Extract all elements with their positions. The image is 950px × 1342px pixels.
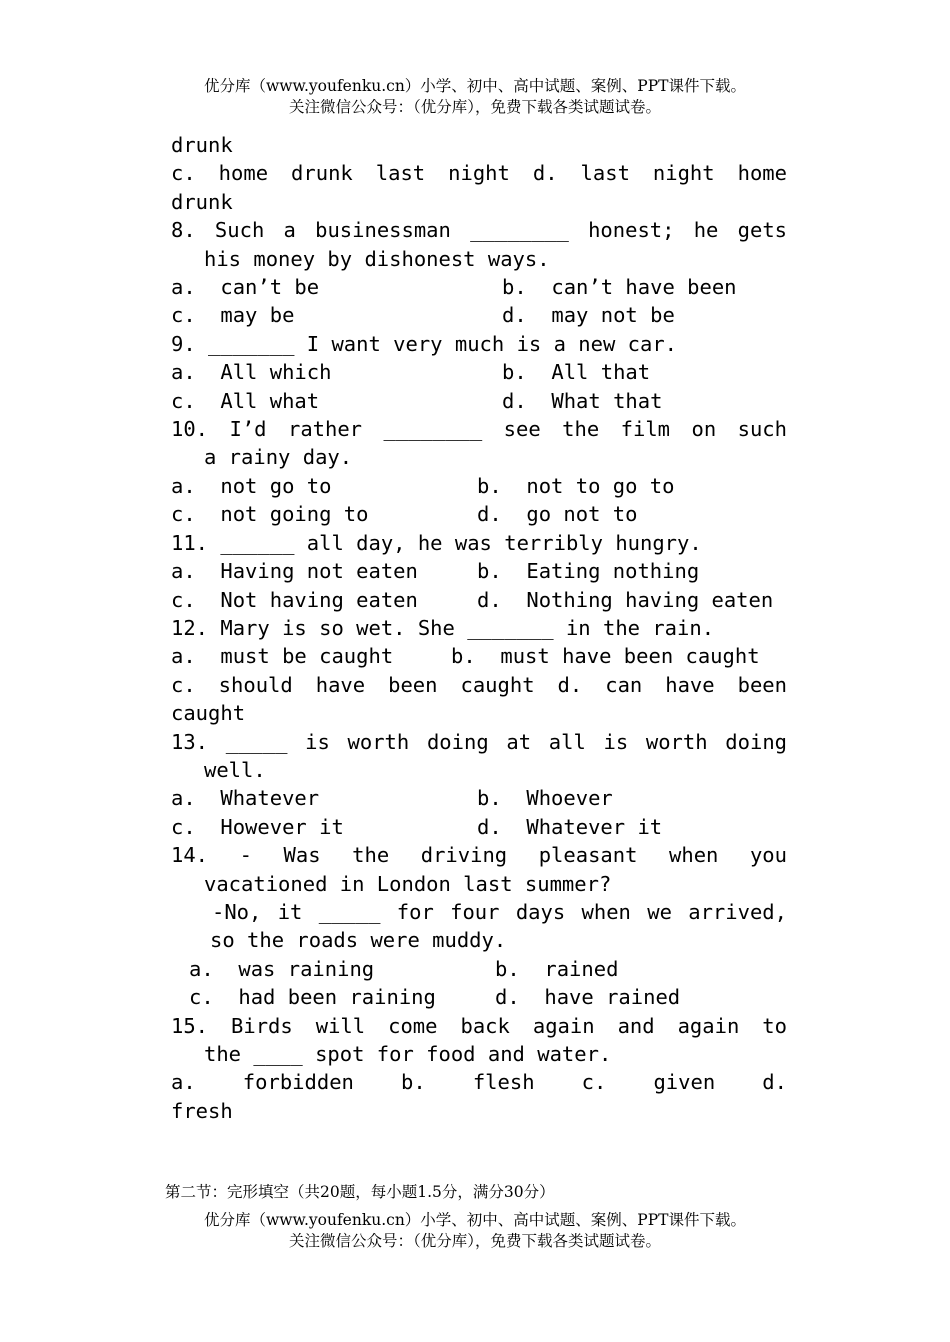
option-a: a. All which	[171, 360, 332, 385]
option-row	[171, 472, 787, 500]
option-c: c. not going to	[171, 502, 369, 527]
option-row	[171, 557, 787, 585]
option-c: c. may be	[171, 303, 295, 328]
question-14-answer: -No, it _____ for four days when we arrived,	[212, 899, 787, 924]
option-d: d. may not be	[502, 303, 675, 328]
question-10: 10. I’d rather ________ see the film on such	[171, 417, 787, 442]
option-a: a. Whatever	[171, 786, 320, 811]
option-a: a. Having not eaten	[171, 559, 418, 584]
option-row	[171, 784, 787, 812]
question-14: 14. - Was the driving pleasant when you	[171, 843, 787, 868]
option-c: c. However it	[171, 814, 344, 839]
text-line: caught	[171, 701, 246, 726]
option-c: c. had been raining	[189, 985, 436, 1010]
question-10-cont: a rainy day.	[204, 445, 353, 470]
question-13: 13. _____ is worth doing at all is worth doing	[171, 729, 787, 754]
option-row	[171, 642, 787, 670]
question-8-cont: his money by dishonest ways.	[204, 246, 550, 271]
text-line: drunk	[171, 133, 233, 157]
option-row	[171, 500, 787, 528]
question-14-cont: vacationed in London last summer?	[204, 871, 612, 896]
question-11: 11. ______ all day, he was terribly hungry.	[171, 530, 702, 555]
option-d: d. have rained	[495, 985, 681, 1010]
option-line: c. home drunk last night d. last night home	[171, 161, 787, 186]
footer-line-1: 优分库（www.youfenku.cn）小学、初中、高中试题、案例、PPT课件下载。	[203, 1211, 747, 1229]
option-c: c. Not having eaten	[171, 587, 418, 612]
option-line: a. forbidden b. flesh c. given d.	[171, 1070, 787, 1095]
text-line: drunk	[171, 189, 233, 214]
question-13-cont: well.	[204, 757, 266, 782]
page-header	[0, 76, 950, 118]
header-line-2: 关注微信公众号：（优分库），免费下载各类试题试卷。	[288, 98, 661, 116]
option-d: d. What that	[502, 388, 663, 413]
header-line-1: 优分库（www.youfenku.cn）小学、初中、高中试题、案例、PPT课件下载。	[203, 77, 747, 95]
option-b: b. Whoever	[477, 786, 613, 811]
question-12: 12. Mary is so wet. She _______ in the rain.	[171, 615, 715, 640]
option-row	[171, 955, 787, 983]
option-b: b. All that	[502, 360, 651, 385]
option-row	[171, 983, 787, 1011]
option-b: b. rained	[495, 956, 619, 981]
text-line: fresh	[171, 1098, 233, 1123]
question-14-answer-cont: so the roads were muddy.	[210, 928, 507, 953]
question-list	[171, 131, 787, 1125]
option-b: b. must have been caught	[451, 644, 760, 669]
question-15: 15. Birds will come back again and again to	[171, 1013, 787, 1038]
option-b: b. can’t have been	[502, 275, 737, 300]
option-b: b. not to go to	[477, 473, 675, 498]
option-a: a. not go to	[171, 473, 332, 498]
option-a: a. was raining	[189, 956, 375, 981]
section-heading: 第二节：完形填空（共20题，每小题1.5分，满分30分）	[165, 1183, 555, 1201]
question-8: 8. Such a businessman ________ honest; he gets	[171, 218, 787, 243]
page-footer	[0, 1210, 950, 1252]
option-a: a. must be caught	[171, 644, 394, 669]
option-b: b. Eating nothing	[477, 559, 700, 584]
option-row	[171, 301, 787, 329]
question-15-cont: the ____ spot for food and water.	[204, 1042, 612, 1066]
option-row	[171, 273, 787, 301]
footer-line-2: 关注微信公众号：（优分库），免费下载各类试题试卷。	[288, 1232, 661, 1250]
option-d: d. Nothing having eaten	[477, 587, 774, 612]
option-row	[171, 586, 787, 614]
option-c: c. All what	[171, 388, 320, 413]
option-line: c. should have been caught d. can have been	[171, 672, 787, 697]
option-row	[171, 358, 787, 386]
question-9: 9. _______ I want very much is a new car.	[171, 331, 678, 356]
option-d: d. go not to	[477, 502, 638, 527]
option-row	[171, 813, 787, 841]
option-d: d. Whatever it	[477, 814, 663, 839]
option-row	[171, 387, 787, 415]
option-a: a. can’t be	[171, 275, 320, 300]
